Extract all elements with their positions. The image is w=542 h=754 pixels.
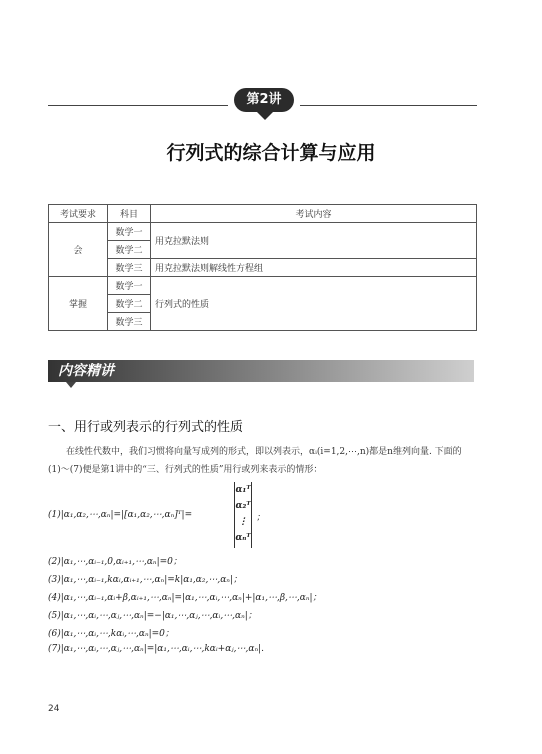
table-cell: 数学二 — [108, 241, 151, 259]
banner-pointer-icon — [66, 382, 76, 388]
table-cell: 数学一 — [108, 277, 151, 295]
lecture-badge: 第2讲 — [234, 88, 294, 112]
equation-1-end: ； — [256, 513, 266, 523]
matrix-row: αₙᵀ — [235, 533, 251, 543]
table-header-cell: 科目 — [108, 205, 151, 223]
equation-1: (1)|α₁,α₂,⋯,αₙ|=|[α₁,α₂,⋯,αₙ]ᵀ|= — [48, 510, 193, 520]
table-row — [49, 223, 477, 241]
table-header-cell: 考试要求 — [49, 205, 108, 223]
transpose-column-matrix — [234, 482, 252, 548]
table-cell: 会 — [49, 223, 108, 277]
matrix-row: α₁ᵀ — [235, 485, 251, 495]
table-cell: 掌握 — [49, 277, 108, 331]
table-header-row — [49, 205, 477, 223]
paragraph: 在线性代数中，我们习惯将向量写成列的形式，即以列表示，αᵢ(i=1,2,⋯,n)都是n维列向量. 下面的 — [66, 447, 462, 457]
page-title: 行列式的综合计算与应用 — [166, 142, 376, 164]
paragraph: (1)～(7)便是第1讲中的“三、行列式的性质”用行或列来表示的情形： — [48, 465, 323, 475]
equation-7: (7)|α₁,⋯,αᵢ,⋯,αⱼ,⋯,αₙ|=|α₁,⋯,αᵢ,⋯,kαᵢ+αⱼ,⋯,αₙ|. — [48, 644, 264, 654]
badge-pointer-icon — [257, 112, 273, 120]
table-cell: 数学三 — [108, 259, 151, 277]
table-cell: 行列式的性质 — [151, 277, 477, 331]
table-cell: 数学二 — [108, 295, 151, 313]
table-cell: 数学一 — [108, 223, 151, 241]
matrix-row: ⋮ — [238, 517, 248, 527]
equation-6: (6)|α₁,⋯,αᵢ,⋯,kαᵢ,⋯,αₙ|=0； — [48, 629, 174, 639]
section-banner-label: 内容精讲 — [58, 363, 114, 379]
table-row — [49, 277, 477, 295]
header-rule-right — [300, 105, 477, 106]
table-cell: 用克拉默法则 — [151, 223, 477, 259]
equation-4: (4)|α₁,⋯,αᵢ₋₁,αᵢ+β,αᵢ₊₁,⋯,αₙ|=|α₁,⋯,αᵢ,⋯,αₙ|+|α₁,⋯,β,⋯,αₙ|； — [48, 593, 322, 603]
equation-3: (3)|α₁,⋯,αᵢ₋₁,kαᵢ,αᵢ₊₁,⋯,αₙ|=k|α₁,α₂,⋯,αₙ|； — [48, 575, 242, 585]
page-number: 24 — [48, 704, 60, 714]
exam-requirements-table — [48, 204, 477, 331]
header-rule-left — [48, 105, 228, 106]
section-banner — [48, 360, 474, 382]
table-cell: 用克拉默法则解线性方程组 — [151, 259, 477, 277]
matrix-row: α₂ᵀ — [235, 501, 251, 511]
equation-2: (2)|α₁,⋯,αᵢ₋₁,0,αᵢ₊₁,⋯,αₙ|=0； — [48, 557, 182, 567]
table-header-cell: 考试内容 — [151, 205, 477, 223]
table-cell: 数学三 — [108, 313, 151, 331]
table-row — [49, 259, 477, 277]
equation-5: (5)|α₁,⋯,αᵢ,⋯,αⱼ,⋯,αₙ|=−|α₁,⋯,αⱼ,⋯,αᵢ,⋯,αₙ|； — [48, 611, 257, 621]
section-title: 一、用行或列表示的行列式的性质 — [48, 420, 244, 435]
